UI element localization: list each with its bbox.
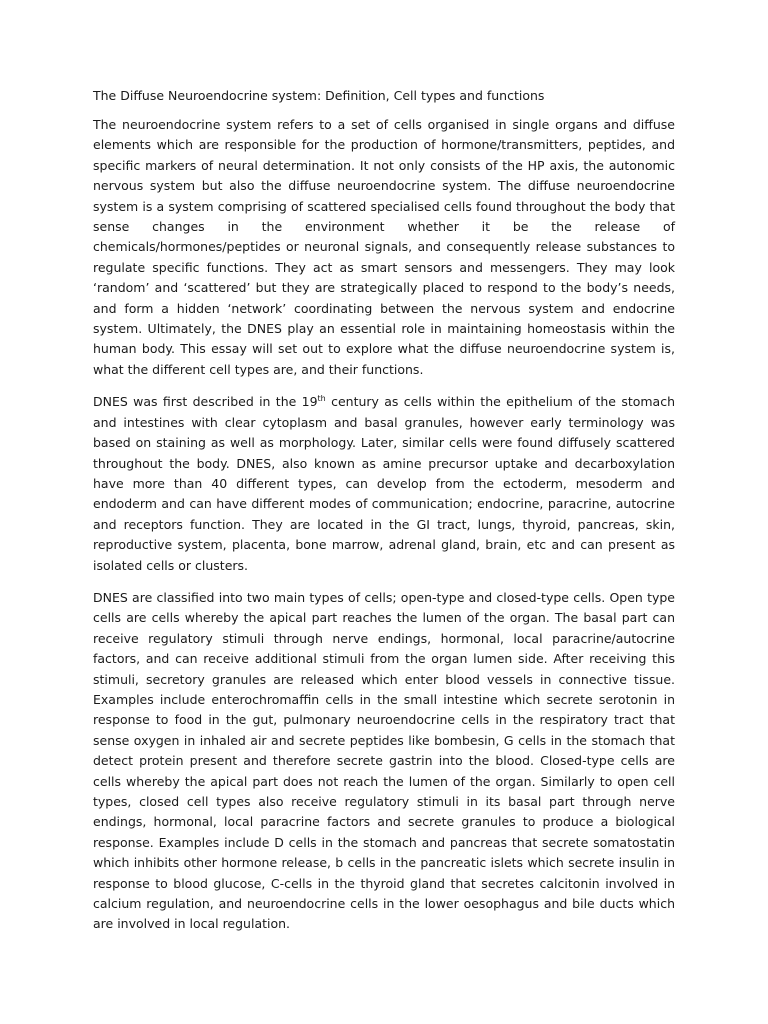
paragraph-history-start: DNES was first described in the 19 xyxy=(93,394,318,410)
document-title: The Diffuse Neuroendocrine system: Definition, Cell types and functions xyxy=(93,88,545,103)
superscript-th: th xyxy=(317,394,326,404)
paragraph-history-rest: century as cells within the epithelium of the stomach and intestines with clear cytoplasm and basal granules, however early terminology was based on staining as well as morphology. Later, similar cells were found diffusely scattered throughout the body. DNES, also known as amine precursor uptake and decarboxylation have more than 40 different types, can develop from the ectoderm, mesoderm and endoderm and can have different modes of communication; endocrine, paracrine, autocrine and receptors function. They are located in the GI tract, lungs, thyroid, pancreas, skin, reproductive system, placenta, bone marrow, adrenal gland, brain, etc and can present as isolated cells or clusters. xyxy=(93,394,676,573)
paragraph-cell-types: DNES are classified into two main types of cells; open-type and closed-type cells. Open type cells are cells whereby the apical part reaches the lumen of the organ. The basal part can receive regulatory stimuli through nerve endings, hormonal, local paracrine/autocrine factors, and can receive additional stimuli from the organ lumen side. After receiving this stimuli, secretory granules are released which enter blood vessels in connective tissue. Examples include enterochromaffin cells in the small intestine which secrete serotonin in response to food in the gut, pulmonary neuroendocrine cells in the respiratory tract that sense oxygen in inhaled air and secrete peptides like bombesin, G cells in the stomach that detect protein present and therefore secrete gastrin into the blood. Closed-type cells are cells whereby the apical part does not reach the lumen of the organ. Similarly to open cell types, closed cell types also receive regulatory stimuli in its basal part through nerve endings, hormonal, local paracrine factors and secrete granules to produce a biological response. Examples include D cells in the stomach and pancreas that secrete somatostatin which inhibits other hormone release, b cells in the pancreatic islets which secrete insulin in response to blood glucose, C-cells in the thyroid gland that secretes calcitonin involved in calcium regulation, and neuroendocrine cells in the lower oesophagus and bile ducts which are involved in local regulation. xyxy=(93,589,675,932)
paragraph-history xyxy=(93,392,675,576)
paragraph-introduction: The neuroendocrine system refers to a set of cells organised in single organs and diffuse elements which are responsible for the production of hormone/transmitters, peptides, and specific markers of neural determination. It not only consists of the HP axis, the autonomic nervous system but also the diffuse neuroendocrine system. The diffuse neuroendocrine system is a system comprising of scattered specialised cells found throughout the body that sense changes in the environment whether it be the release of chemicals/hormones/peptides or neuronal signals, and consequently release substances to regulate specific functions. They act as smart sensors and messengers. They may look ‘random’ and ‘scattered’ but they are strategically placed to respond to the body’s needs, and form a hidden ‘network’ coordinating between the nervous system and endocrine system. Ultimately, the DNES play an essential role in maintaining homeostasis within the human body. This essay will set out to explore what the diffuse neuroendocrine system is, what the different cell types are, and their functions. xyxy=(93,117,675,377)
